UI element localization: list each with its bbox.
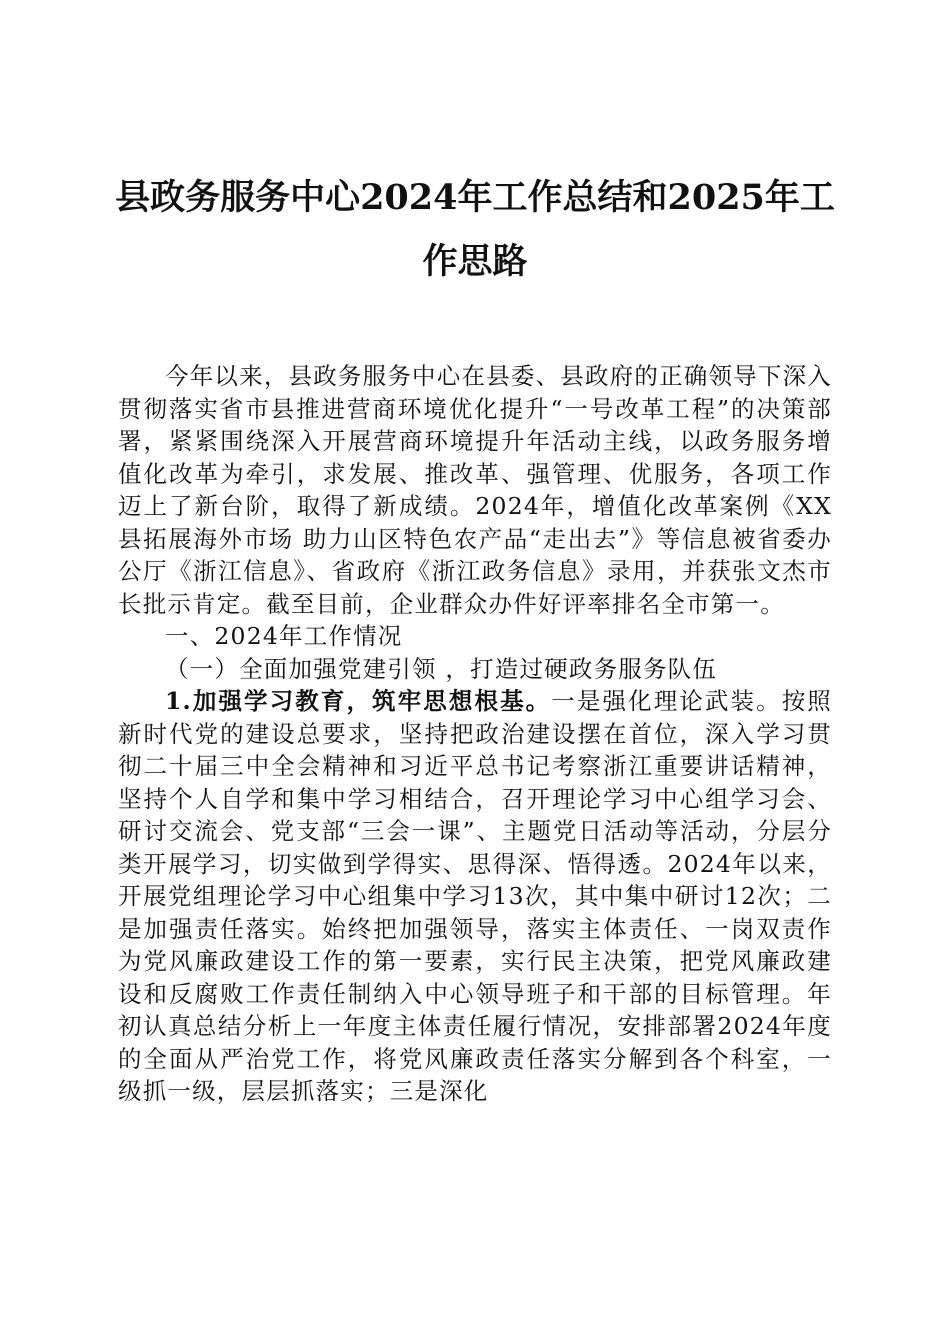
intro-paragraph: 今年以来，县政务服务中心在县委、县政府的正确领导下深入贯彻落实省市县推进营商环境优化提升“一号改革工程”的决策部署，紧紧围绕深入开展营商环境提升年活动主线，以政务服务增值化改革为牵引，求发展、推改革、强管理、优服务，各项工作迈上了新台阶，取得了新成绩。2024年，增值化改革案例《XX县拓展海外市场 助力山区特色农产品“走出去”》等信息被省委办公厅《浙江信息》、省政府《浙江政务信息》录用，并获张文杰市长批示肯定。截至目前，企业群众办件好评率排名全市第一。 bbox=[118, 362, 832, 618]
document-body bbox=[118, 360, 832, 1108]
item-body: 一是强化理论武装。按照新时代党的建设总要求，坚持把政治建设摆在首位，深入学习贯彻二十届三中全会精神和习近平总书记考察浙江重要讲话精神，坚持个人自学和集中学习相结合，召开理论学习中心组学习会、研讨交流会、党支部“三会一课”、主题党日活动等活动，分层分类开展学习，切实做到学得实、思得深、悟得透。2024年以来，开展党组理论学习中心组集中学习13次，其中集中研讨12次；二是加强责任落实。始终把加强领导，落实主体责任、一岗双责作为党风廉政建设工作的第一要素，实行民主决策，把党风廉政建设和反腐败工作责任制纳入中心领导班子和干部的目标管理。年初认真总结分析上一年度主体责任履行情况，安排部署2024年度的全面从严治党工作，将党风廉政责任落实分解到各个科室，一级抓一级，层层抓落实；三是深化 bbox=[118, 687, 833, 1105]
section-heading: 一、2024年工作情况 bbox=[165, 622, 403, 650]
subsection-heading: （一）全面加强党建引领 ，打造过硬政务服务队伍 bbox=[165, 654, 718, 683]
document-title: 县政务服务中心2024年工作总结和2025年工作思路 bbox=[115, 177, 835, 282]
item-lead: 1.加强学习教育，筑牢思想根基。 bbox=[165, 687, 552, 715]
item-paragraph bbox=[118, 685, 832, 1108]
